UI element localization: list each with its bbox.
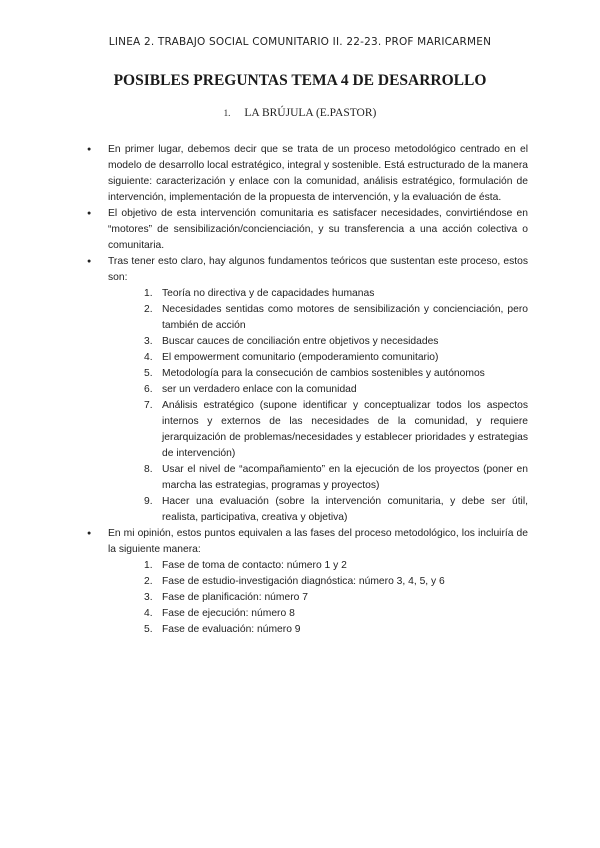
bullet-item-fundamentos [90, 254, 528, 526]
item-number: 3. [144, 592, 153, 603]
item-text: Fase de planificación: número 7 [162, 592, 308, 603]
item-number: 8. [144, 464, 153, 475]
list-item [144, 574, 528, 590]
item-text: Fase de evaluación: número 9 [162, 624, 301, 635]
item-text: Hacer una evaluación (sobre la intervención comunitaria, y debe ser útil, realista, participativa, creativa y objetiva) [162, 496, 528, 523]
list-item [144, 462, 528, 494]
bullet-item-objective: ● El objetivo de esta intervención comunitaria es satisfacer necesidades, convirtiéndose en “motores” de sensibilización/concienciación, y su transferencia a una acción colectiva o comunitaria. [90, 206, 528, 254]
fases-list [108, 558, 528, 638]
bullet-list [90, 142, 528, 638]
list-item [144, 494, 528, 526]
document-body [90, 142, 528, 638]
document-title: POSIBLES PREGUNTAS TEMA 4 DE DESARROLLO [113, 72, 487, 89]
item-number: 5. [144, 624, 153, 635]
item-text: Usar el nivel de “acompañamiento” en la ejecución de los proyectos (poner en marcha las estrategias, programas y proyectos) [162, 464, 528, 491]
bullet-text: Tras tener esto claro, hay algunos fundamentos teóricos que sustentan este proceso, estos son: [108, 256, 528, 283]
list-item [144, 606, 528, 622]
item-number: 1. [144, 560, 153, 571]
item-number: 2. [144, 304, 153, 315]
item-text: ser un verdadero enlace con la comunidad [162, 384, 357, 395]
fundamentos-list [108, 286, 528, 526]
item-text: Fase de toma de contacto: número 1 y 2 [162, 560, 347, 571]
item-text: El empowerment comunitario (empoderamiento comunitario) [162, 352, 439, 363]
list-item [144, 590, 528, 606]
item-number: 7. [144, 400, 153, 411]
item-text: Teoría no directiva y de capacidades humanas [162, 288, 375, 299]
item-text: Necesidades sentidas como motores de sensibilización y concienciación, pero también de acción [162, 304, 528, 331]
item-number: 6. [144, 384, 153, 395]
list-item [144, 398, 528, 462]
list-item [144, 558, 528, 574]
section-heading-text: LA BRÚJULA (E.PASTOR) [244, 107, 377, 119]
bullet-item-intro: ● En primer lugar, debemos decir que se trata de un proceso metodológico centrado en el modelo de desarrollo local estratégico, integral y sostenible. Está estructurado de la manera siguiente: caracterización y enlace con la comunidad, análisis estratégico, formulación de intervención, implementación de la propuesta de intervención, y la evaluación de ésta. [90, 142, 528, 206]
item-number: 4. [144, 608, 153, 619]
list-item [144, 286, 528, 302]
list-item [144, 334, 528, 350]
list-item [144, 302, 528, 334]
item-number: 1. [144, 288, 153, 299]
item-number: 3. [144, 336, 153, 347]
section-heading [0, 107, 600, 119]
item-text: Fase de ejecución: número 8 [162, 608, 295, 619]
section-number: 1. [223, 108, 231, 118]
item-text: Fase de estudio-investigación diagnóstica: número 3, 4, 5, y 6 [162, 576, 445, 587]
item-number: 2. [144, 576, 153, 587]
item-text: Metodología para la consecución de cambios sostenibles y autónomos [162, 368, 485, 379]
item-number: 5. [144, 368, 153, 379]
item-text: Buscar cauces de conciliación entre objetivos y necesidades [162, 336, 439, 347]
page-header: LINEA 2. TRABAJO SOCIAL COMUNITARIO II. 22-23. PROF MARICARMEN [108, 36, 492, 48]
bullet-item-fases [90, 526, 528, 638]
item-number: 4. [144, 352, 153, 363]
item-number: 9. [144, 496, 153, 507]
list-item [144, 382, 528, 398]
list-item [144, 366, 528, 382]
list-item [144, 622, 528, 638]
list-item [144, 350, 528, 366]
item-text: Análisis estratégico (supone identificar y conceptualizar todos los aspectos internos y externos de las necesidades de la comunidad, y requiere jerarquización de problemas/necesidades y establecer prioridades y estrategias de intervención) [162, 400, 528, 459]
bullet-text: En mi opinión, estos puntos equivalen a las fases del proceso metodológico, los incluiría de la siguiente manera: [108, 528, 528, 555]
